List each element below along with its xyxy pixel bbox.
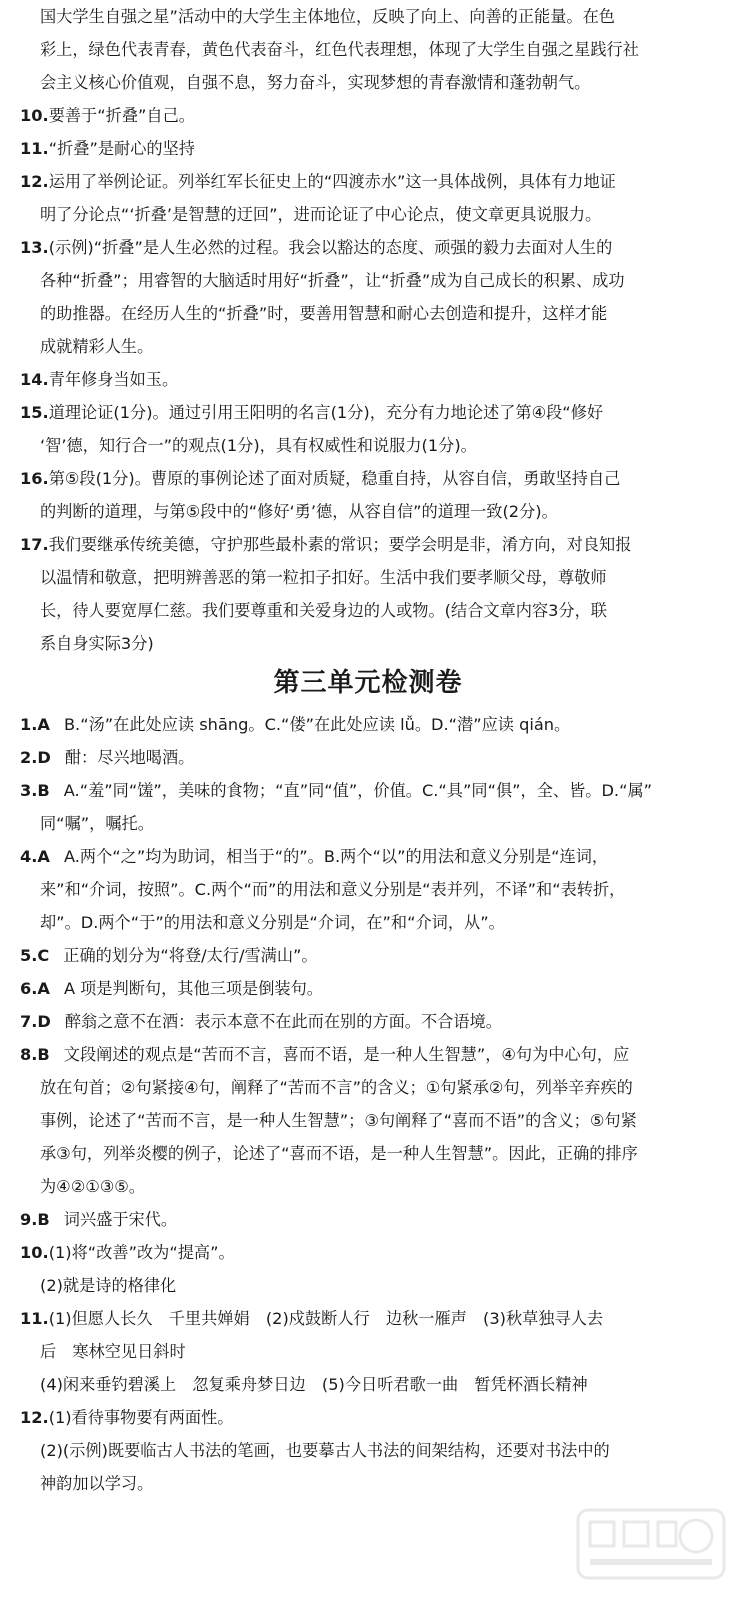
answer-text: 事例，论述了“苦而不言，是一种人生智慧”；③句阐释了“喜而不语”的含义；⑤句紧 [40, 1111, 637, 1130]
answer-line [20, 1176, 716, 1198]
question-number: 3.B [20, 781, 50, 800]
question-number: 6.A [20, 979, 50, 998]
answer-text: 文段阐述的观点是“苦而不言，喜而不语，是一种人生智慧”，④句为中心句，应 [63, 1045, 630, 1064]
question-number: 7.D [20, 1012, 51, 1031]
question-number: 13. [20, 238, 49, 257]
answer-line [20, 1341, 716, 1363]
answer-text: A.两个“之”均为助词，相当于“的”。B.两个“以”的用法和意义分别是“连词， [63, 847, 609, 866]
answer-line [20, 72, 716, 94]
answer-text: (1)但愿人长久 千里共婵娟 (2)戍鼓断人行 边秋一雁声 (3)秋草独寻人去 [48, 1309, 604, 1328]
answer-text: 系自身实际3分) [40, 634, 154, 653]
answer-page [20, 6, 716, 1506]
answer-line [20, 468, 716, 490]
answer-text: 正确的划分为“将登/太行/雪满山”。 [63, 946, 318, 965]
answer-text: 道理论证(1分)。通过引用王阳明的名言(1分)，充分有力地论述了第④段“修好 [48, 403, 604, 422]
answer-text: 来”和“介词，按照”。C.两个“而”的用法和意义分别是“表并列，不译”和“表转折， [40, 880, 626, 899]
question-number: 11. [20, 139, 49, 158]
question-number: 12. [20, 172, 49, 191]
question-number: 4.A [20, 847, 50, 866]
answer-line [20, 633, 716, 655]
answer-line [20, 1473, 716, 1495]
answer-line [20, 237, 716, 259]
answer-text: “折叠”是耐心的坚持 [48, 139, 195, 158]
answer-line [20, 171, 716, 193]
answer-line [20, 567, 716, 589]
answer-line [20, 6, 716, 28]
answer-line [20, 435, 716, 457]
answer-text: ‘智’德，知行合一”的观点(1分)，具有权威性和说服力(1分)。 [40, 436, 477, 455]
answer-line [20, 813, 716, 835]
answer-line [20, 846, 716, 868]
question-number: 14. [20, 370, 49, 389]
answer-text: 国大学生自强之星”活动中的大学生主体地位，反映了向上、向善的正能量。在色 [40, 7, 615, 26]
answer-text: 明了分论点“‘折叠’是智慧的迂回”，进而论证了中心论点，使文章更具说服力。 [40, 205, 602, 224]
answer-line [20, 780, 716, 802]
answer-text: 放在句首；②句紧接④句，阐释了“苦而不言”的含义；①句紧承②句，列举辛弃疾的 [40, 1078, 633, 1097]
answer-text: (4)闲来垂钓碧溪上 忽复乘舟梦日边 (5)今日听君歌一曲 暂凭杯酒长精神 [40, 1375, 588, 1394]
answer-text: (示例)“折叠”是人生必然的过程。我会以豁达的态度、顽强的毅力去面对人生的 [48, 238, 613, 257]
answers-previous-unit [20, 6, 716, 655]
answer-text: 的助推器。在经历人生的“折叠”时，要善用智慧和耐心去创造和提升，这样才能 [40, 304, 608, 323]
question-number: 16. [20, 469, 49, 488]
answer-text: 后 寒林空见日斜时 [40, 1342, 186, 1361]
question-number: 1.A [20, 715, 50, 734]
answer-text: (2)(示例)既要临古人书法的笔画，也要摹古人书法的间架结构，还要对书法中的 [40, 1441, 610, 1460]
answer-line [20, 714, 716, 736]
answer-text: 为④②①③⑤。 [40, 1177, 145, 1196]
question-number: 11. [20, 1309, 49, 1328]
answer-line [20, 1011, 716, 1033]
answer-line [20, 1308, 716, 1330]
answer-text: 以温情和敬意，把明辨善恶的第一粒扣子扣好。生活中我们要孝顺父母，尊敬师 [40, 568, 607, 587]
answer-line [20, 204, 716, 226]
answer-line [20, 747, 716, 769]
answer-text: 第⑤段(1分)。曹原的事例论述了面对质疑，稳重自持，从容自信，勇敢坚持自己 [48, 469, 621, 488]
answer-text: 却”。D.两个“于”的用法和意义分别是“介词，在”和“介词，从”。 [40, 913, 505, 932]
answer-text: 的判断的道理，与第⑤段中的“修好‘勇’德，从容自信”的道理一致(2分)。 [40, 502, 558, 521]
question-number: 10. [20, 106, 49, 125]
question-number: 2.D [20, 748, 51, 767]
answer-text: 成就精彩人生。 [40, 337, 154, 356]
answer-text: 同“嘱”，嘱托。 [40, 814, 154, 833]
question-number: 17. [20, 535, 49, 554]
answer-line [20, 336, 716, 358]
watermark-logo [576, 1508, 726, 1580]
answer-text: 会主义核心价值观，自强不息，努力奋斗，实现梦想的青春激情和蓬勃朝气。 [40, 73, 591, 92]
answer-text: 长，待人要宽厚仁慈。我们要尊重和关爱身边的人或物。(结合文章内容3分，联 [40, 601, 607, 620]
question-number: 5.C [20, 946, 50, 965]
answer-text: (2)就是诗的格律化 [40, 1276, 177, 1295]
answer-line [20, 1407, 716, 1429]
answer-text: B.“汤”在此处应读 shāng。C.“偻”在此处应读 lǚ。D.“潜”应读 qián。 [63, 715, 571, 734]
answer-text: 承③句，列举炎樱的例子，论述了“喜而不语，是一种人生智慧”。因此，正确的排序 [40, 1144, 638, 1163]
answers-unit-three [20, 714, 716, 1495]
answer-text: 神韵加以学习。 [40, 1474, 154, 1493]
answer-line [20, 1044, 716, 1066]
answer-line [20, 1077, 716, 1099]
answer-line [20, 879, 716, 901]
answer-text: 运用了举例论证。列举红军长征史上的“四渡赤水”这一具体战例，具体有力地证 [48, 172, 616, 191]
answer-line [20, 1110, 716, 1132]
answer-line [20, 402, 716, 424]
answer-line [20, 39, 716, 61]
question-number: 15. [20, 403, 49, 422]
answer-line [20, 501, 716, 523]
answer-line [20, 1209, 716, 1231]
answer-line [20, 1440, 716, 1462]
answer-line [20, 303, 716, 325]
answer-line [20, 1143, 716, 1165]
answer-text: 要善于“折叠”自己。 [48, 106, 195, 125]
answer-line [20, 369, 716, 391]
answer-line [20, 978, 716, 1000]
answer-text: 我们要继承传统美德，守护那些最朴素的常识；要学会明是非，淆方向，对良知报 [48, 535, 632, 554]
answer-line [20, 945, 716, 967]
answer-text: 醉翁之意不在酒：表示本意不在此而在别的方面。不合语境。 [64, 1012, 502, 1031]
answer-text: A.“羞”同“馐”，美味的食物；“直”同“值”，价值。C.“具”同“俱”，全、皆。D.“属” [63, 781, 653, 800]
question-number: 12. [20, 1408, 49, 1427]
question-number: 9.B [20, 1210, 50, 1229]
answer-text: 酣：尽兴地喝酒。 [64, 748, 195, 767]
answer-text: 青年修身当如玉。 [48, 370, 179, 389]
answer-line [20, 600, 716, 622]
answer-text: 各种“折叠”；用睿智的大脑适时用好“折叠”，让“折叠”成为自己成长的积累、成功 [40, 271, 625, 290]
answer-text: 词兴盛于宋代。 [63, 1210, 178, 1229]
answer-line [20, 138, 716, 160]
answer-text: A 项是判断句，其他三项是倒装句。 [63, 979, 323, 998]
answer-line [20, 912, 716, 934]
answer-line [20, 1374, 716, 1396]
answer-line [20, 1242, 716, 1264]
answer-line [20, 105, 716, 127]
answer-text: 彩上，绿色代表青春，黄色代表奋斗，红色代表理想，体现了大学生自强之星践行社 [40, 40, 639, 59]
answer-text: (1)看待事物要有两面性。 [48, 1408, 234, 1427]
question-number: 10. [20, 1243, 49, 1262]
answer-line [20, 534, 716, 556]
answer-line [20, 1275, 716, 1297]
answer-line [20, 270, 716, 292]
question-number: 8.B [20, 1045, 50, 1064]
answer-text: (1)将“改善”改为“提高”。 [48, 1243, 235, 1262]
section-title: 第三单元检测卷 [273, 668, 463, 698]
